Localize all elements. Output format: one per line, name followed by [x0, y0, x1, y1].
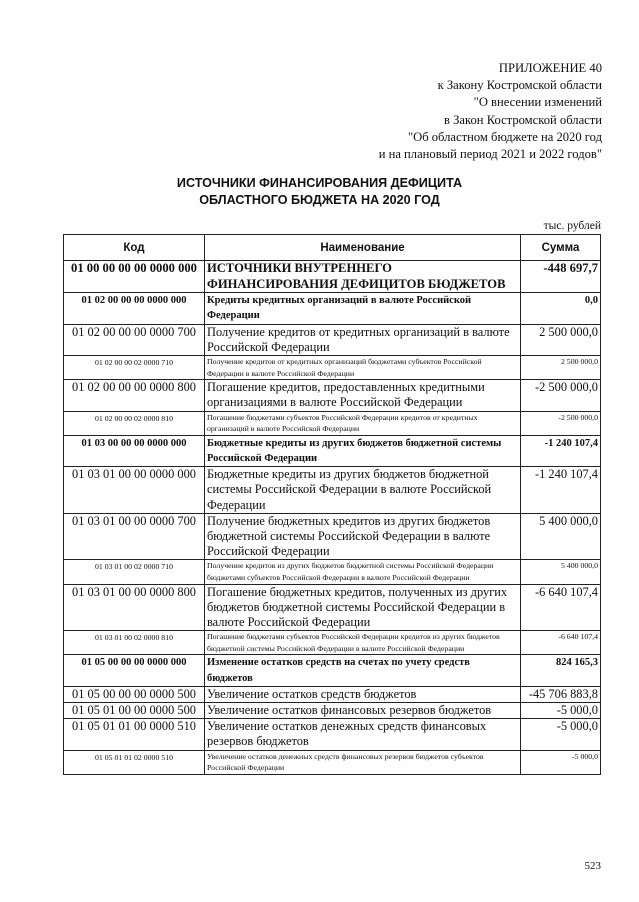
table-header-row [64, 235, 601, 261]
appendix-header [379, 60, 602, 163]
row-code: 01 02 00 00 02 0000 810 [64, 411, 205, 435]
table-row [64, 584, 601, 631]
table-row [64, 655, 601, 686]
row-name: ИСТОЧНИКИ ВНУТРЕННЕГО ФИНАНСИРОВАНИЯ ДЕФИЦИТОВ БЮДЖЕТОВ [205, 261, 521, 293]
row-sum: -45 706 883,8 [521, 686, 601, 702]
row-code: 01 02 00 00 00 0000 800 [64, 380, 205, 411]
row-code: 01 05 01 01 02 0000 510 [64, 750, 205, 774]
row-code: 01 02 00 00 00 0000 000 [64, 293, 205, 324]
row-name: Кредиты кредитных организаций в валюте Российской Федерации [205, 293, 521, 324]
table-row [64, 411, 601, 435]
row-sum: -5 000,0 [521, 719, 601, 750]
table-row [64, 513, 601, 560]
row-sum: 0,0 [521, 293, 601, 324]
appendix-line: ПРИЛОЖЕНИЕ 40 [498, 61, 602, 75]
row-name: Увеличение остатков финансовых резервов бюджетов [205, 703, 521, 719]
document-title [0, 175, 639, 209]
row-code: 01 00 00 00 00 0000 000 [64, 261, 205, 293]
row-sum: -2 500 000,0 [521, 411, 601, 435]
table-row [64, 560, 601, 584]
row-sum: 5 400 000,0 [521, 560, 601, 584]
row-sum: 5 400 000,0 [521, 513, 601, 560]
title-line-2: ОБЛАСТНОГО БЮДЖЕТА НА 2020 ГОД [199, 193, 440, 207]
row-name: Бюджетные кредиты из других бюджетов бюджетной системы Российской Федерации в валюте Российской Федерации [205, 467, 521, 514]
title-line-1: ИСТОЧНИКИ ФИНАНСИРОВАНИЯ ДЕФИЦИТА [176, 176, 463, 190]
row-sum: 824 165,3 [521, 655, 601, 686]
table-row [64, 435, 601, 466]
row-code: 01 03 01 00 00 0000 700 [64, 513, 205, 560]
table-row [64, 261, 601, 293]
row-sum: -5 000,0 [521, 750, 601, 774]
table-row [64, 750, 601, 774]
row-code: 01 03 01 00 02 0000 810 [64, 631, 205, 655]
row-name: Увеличение остатков денежных средств финансовых резервов бюджетов [205, 719, 521, 750]
row-name: Бюджетные кредиты из других бюджетов бюджетной системы Российской Федерации [205, 435, 521, 466]
row-code: 01 03 01 00 02 0000 710 [64, 560, 205, 584]
row-code: 01 05 00 00 00 0000 000 [64, 655, 205, 686]
row-sum: 2 500 000,0 [521, 324, 601, 355]
units-label: тыс. рублей [543, 220, 601, 232]
row-name: Получение кредитов из других бюджетов бюджетной системы Российской Федерации бюджетами субъектов Российской Федерации в валюте Российской Федерации [205, 560, 521, 584]
table-row [64, 686, 601, 702]
row-name: Погашение кредитов, предоставленных кредитными организациями в валюте Российской Федерации [205, 380, 521, 411]
row-name: Увеличение остатков денежных средств финансовых резервов бюджетов субъектов Российской Федерации [205, 750, 521, 774]
sources-table [63, 234, 601, 775]
row-code: 01 05 01 00 00 0000 500 [64, 703, 205, 719]
table-row [64, 703, 601, 719]
table-row [64, 719, 601, 750]
row-code: 01 03 00 00 00 0000 000 [64, 435, 205, 466]
appendix-line: "Об областном бюджете на 2020 год [407, 129, 602, 144]
appendix-line: к Закону Костромской области [437, 78, 602, 93]
row-code: 01 02 00 00 02 0000 710 [64, 356, 205, 380]
table-row [64, 631, 601, 655]
table-row [64, 380, 601, 411]
row-name: Погашение бюджетами субъектов Российской Федерации кредитов из других бюджетов бюджетной системы Российской Федерации в валюте Российской Федерации [205, 631, 521, 655]
appendix-line: "О внесении изменений [473, 95, 602, 110]
row-name: Получение кредитов от кредитных организаций в валюте Российской Федерации [205, 324, 521, 355]
row-name: Изменение остатков средств на счетах по учету средств бюджетов [205, 655, 521, 686]
row-name: Увеличение остатков средств бюджетов [205, 686, 521, 702]
row-code: 01 05 00 00 00 0000 500 [64, 686, 205, 702]
row-code: 01 05 01 01 00 0000 510 [64, 719, 205, 750]
row-name: Получение кредитов от кредитных организаций бюджетами субъектов Российской Федерации в валюте Российской Федерации [205, 356, 521, 380]
header-name: Наименование [205, 235, 521, 261]
row-sum: -6 640 107,4 [521, 631, 601, 655]
page-number: 523 [584, 860, 601, 872]
header-code: Код [64, 235, 205, 261]
row-name: Погашение бюджетами субъектов Российской Федерации кредитов от кредитных организаций в валюте Российской Федерации [205, 411, 521, 435]
table-row [64, 467, 601, 514]
row-sum: -448 697,7 [521, 261, 601, 293]
row-sum: -6 640 107,4 [521, 584, 601, 631]
row-sum: -1 240 107,4 [521, 435, 601, 466]
row-sum: 2 500 000,0 [521, 356, 601, 380]
row-name: Получение бюджетных кредитов из других бюджетов бюджетной системы Российской Федерации в валюте Российской Федерации [205, 513, 521, 560]
row-code: 01 03 01 00 00 0000 800 [64, 584, 205, 631]
row-code: 01 02 00 00 00 0000 700 [64, 324, 205, 355]
row-name: Погашение бюджетных кредитов, полученных из других бюджетов бюджетной системы Российской Федерации в валюте Российской Федерации [205, 584, 521, 631]
appendix-line: и на плановый период 2021 и 2022 годов" [378, 147, 602, 162]
row-sum: -1 240 107,4 [521, 467, 601, 514]
appendix-line: в Закон Костромской области [444, 112, 602, 127]
header-sum: Сумма [521, 235, 601, 261]
row-sum: -2 500 000,0 [521, 380, 601, 411]
row-sum: -5 000,0 [521, 703, 601, 719]
row-code: 01 03 01 00 00 0000 000 [64, 467, 205, 514]
table-row [64, 293, 601, 324]
table-row [64, 324, 601, 355]
table-row [64, 356, 601, 380]
